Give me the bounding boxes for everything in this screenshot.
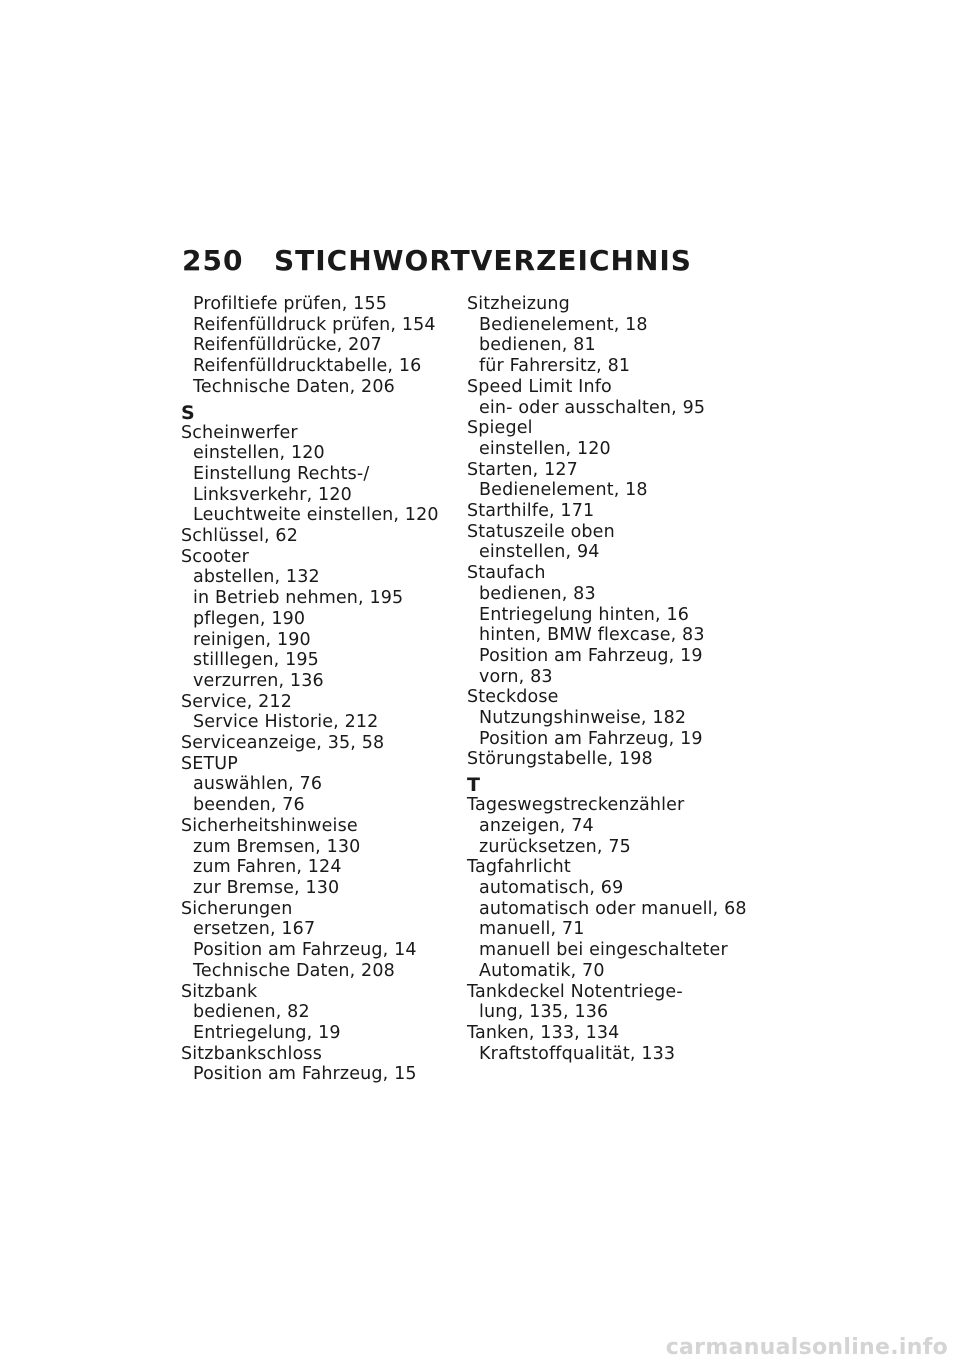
- index-entry: Tagfahrlicht: [467, 857, 571, 878]
- index-subentry: Bedienelement, 18: [479, 480, 648, 501]
- index-subentry: Position am Fahrzeug, 14: [193, 940, 417, 961]
- index-subentry: manuell, 71: [479, 919, 585, 940]
- index-subentry: Bedienelement, 18: [479, 314, 648, 335]
- index-entry: Schlüssel, 62: [181, 526, 298, 547]
- index-entry: Sitzbankschloss: [181, 1043, 322, 1064]
- index-subentry: automatisch, 69: [479, 877, 624, 898]
- index-subentry: einstellen, 120: [193, 443, 325, 464]
- index-subentry: zur Bremse, 130: [193, 877, 340, 898]
- index-subentry: manuell bei eingeschalteter: [479, 940, 728, 961]
- index-subentry: Reifenfülldruck prüfen, 154: [193, 314, 436, 335]
- index-subentry: bedienen, 82: [193, 1002, 310, 1023]
- index-subentry: Automatik, 70: [479, 960, 605, 981]
- index-entry: Tanken, 133, 134: [467, 1022, 620, 1043]
- index-entry: Störungstabelle, 198: [467, 749, 653, 770]
- index-subentry: stilllegen, 195: [193, 650, 319, 671]
- index-entry: Serviceanzeige, 35, 58: [181, 733, 385, 754]
- index-entry: Statuszeile oben: [467, 521, 615, 542]
- index-subentry: einstellen, 94: [479, 542, 600, 563]
- index-entry: Spiegel: [467, 418, 533, 439]
- index-entry: Starten, 127: [467, 459, 578, 480]
- index-subentry: Leuchtweite einstellen, 120: [193, 505, 439, 526]
- index-subentry: verzurren, 136: [193, 670, 324, 691]
- index-entry: SETUP: [181, 753, 238, 774]
- index-entry: Tageswegstreckenzähler: [467, 795, 685, 816]
- index-subentry: pflegen, 190: [193, 608, 306, 629]
- index-subentry: Technische Daten, 206: [193, 376, 395, 397]
- index-subentry: abstellen, 132: [193, 567, 320, 588]
- index-subentry: vorn, 83: [479, 666, 553, 687]
- index-subentry: hinten, BMW flexcase, 83: [479, 625, 705, 646]
- index-entry: Staufach: [467, 563, 546, 584]
- watermark: carmanualsonline.info: [665, 1335, 948, 1360]
- index-letter-heading: T: [467, 774, 481, 797]
- index-subentry: einstellen, 120: [479, 438, 611, 459]
- index-subentry: Einstellung Rechts-/: [193, 463, 370, 484]
- index-subentry: Reifenfülldrücke, 207: [193, 335, 382, 356]
- index-entry: Tankdeckel Notentriege-: [467, 981, 683, 1002]
- index-entry: Sicherungen: [181, 898, 293, 919]
- index-subentry: lung, 135, 136: [479, 1002, 609, 1023]
- index-entry: Service, 212: [181, 691, 293, 712]
- index-subentry: automatisch oder manuell, 68: [479, 898, 747, 919]
- index-subentry: zurücksetzen, 75: [479, 836, 631, 857]
- page-title: STICHWORTVERZEICHNIS: [274, 244, 692, 277]
- index-subentry: in Betrieb nehmen, 195: [193, 588, 404, 609]
- index-subentry: ein- oder ausschalten, 95: [479, 397, 706, 418]
- index-column-right: [467, 294, 767, 1064]
- index-subentry: Entriegelung hinten, 16: [479, 604, 690, 625]
- index-subentry: für Fahrersitz, 81: [479, 356, 631, 377]
- index-entry: Steckdose: [467, 687, 559, 708]
- index-subentry: Profiltiefe prüfen, 155: [193, 294, 388, 314]
- index-entry: Speed Limit Info: [467, 376, 612, 397]
- index-subentry: bedienen, 81: [479, 335, 596, 356]
- index-column-left: [181, 294, 456, 1085]
- index-subentry: Kraftstoffqualität, 133: [479, 1043, 676, 1064]
- index-entry: Sicherheitshinweise: [181, 815, 358, 836]
- index-subentry: auswählen, 76: [193, 774, 323, 795]
- index-letter-heading: S: [181, 401, 195, 424]
- index-subentry: Nutzungshinweise, 182: [479, 708, 687, 729]
- index-entry: Scheinwerfer: [181, 422, 298, 443]
- index-subentry: reinigen, 190: [193, 629, 311, 650]
- index-subentry: Position am Fahrzeug, 19: [479, 728, 703, 749]
- index-subentry: Position am Fahrzeug, 19: [479, 645, 703, 666]
- page-number: 250: [182, 244, 244, 277]
- index-subentry: Position am Fahrzeug, 15: [193, 1064, 417, 1085]
- index-subentry: Reifenfülldrucktabelle, 16: [193, 356, 422, 377]
- index-subentry: anzeigen, 74: [479, 815, 594, 836]
- index-subentry: ersetzen, 167: [193, 919, 316, 940]
- index-subentry: beenden, 76: [193, 795, 305, 816]
- index-subentry: zum Bremsen, 130: [193, 836, 361, 857]
- page-header: [182, 244, 692, 277]
- index-subentry: zum Fahren, 124: [193, 857, 342, 878]
- index-subentry: Linksverkehr, 120: [193, 484, 352, 505]
- index-entry: Sitzbank: [181, 981, 258, 1002]
- index-entry: Starthilfe, 171: [467, 501, 595, 522]
- index-entry: Sitzheizung: [467, 294, 570, 314]
- index-subentry: bedienen, 83: [479, 583, 596, 604]
- index-entry: Scooter: [181, 546, 250, 567]
- index-subentry: Technische Daten, 208: [193, 960, 395, 981]
- index-subentry: Service Historie, 212: [193, 712, 379, 733]
- index-subentry: Entriegelung, 19: [193, 1022, 341, 1043]
